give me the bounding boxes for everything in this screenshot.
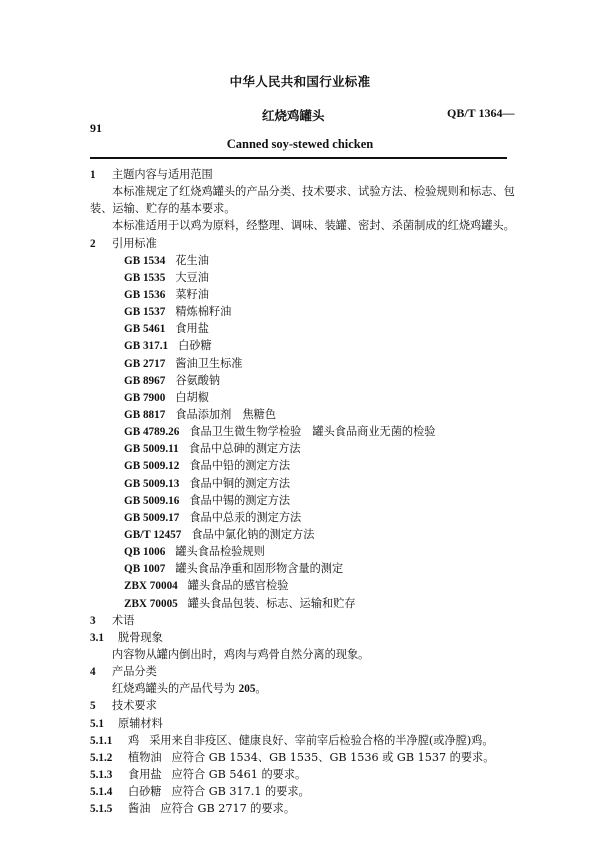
reference-name: 菜籽油: [175, 287, 209, 301]
paragraph: 内容物从罐内倒出时，鸡肉与鸡骨自然分离的现象。: [112, 647, 370, 661]
reference-name: 食品中总砷的测定方法: [188, 442, 301, 456]
section-title: 术语: [112, 613, 135, 627]
reference-item: [90, 406, 510, 423]
clause-text: 应符合 GB 1534、GB 1535、GB 1536 或 GB 1537 的要求。: [171, 750, 495, 764]
clause-text: 应符合 GB 5461 的要求。: [171, 767, 307, 781]
reference-code: GB 1537: [124, 306, 166, 319]
clause-name: 植物油: [128, 750, 162, 764]
reference-item: [90, 252, 510, 269]
reference-item: [90, 509, 510, 526]
reference-code: GB 5009.11: [124, 443, 179, 456]
reference-name: 食品中铜的测定方法: [189, 476, 291, 490]
section-title: 技术要求: [112, 699, 157, 713]
standard-code: QB/T 1364—: [447, 106, 515, 120]
reference-name: 白砂糖: [178, 339, 212, 353]
reference-item: [90, 577, 510, 594]
reference-name: 罐头食品包装、标志、运输和贮存: [187, 596, 356, 610]
subsection-number: 3.1: [90, 631, 104, 644]
section-4-heading: [90, 663, 510, 680]
section-number: 4: [90, 666, 96, 679]
subsection-number: 5.1: [90, 717, 104, 730]
reference-code: GB 1534: [124, 254, 166, 267]
reference-item: [90, 595, 510, 612]
reference-name: 食品中氯化钠的测定方法: [191, 527, 315, 541]
reference-item: [90, 423, 510, 440]
section-2-heading: [90, 235, 510, 252]
clause-item: [90, 749, 510, 766]
reference-item: [90, 355, 510, 372]
reference-item: [90, 320, 510, 337]
reference-code: GB/T 12457: [124, 528, 182, 541]
clause-text: 应符合 GB 317.1 的要求。: [171, 785, 310, 799]
reference-name: 精炼棉籽油: [175, 305, 232, 319]
reference-item: [90, 560, 510, 577]
standard-code-year: 91: [90, 121, 102, 135]
reference-item: [90, 303, 510, 320]
reference-name: 罐头食品净重和固形物含量的测定: [175, 562, 344, 576]
subsection-5-1-heading: [90, 715, 510, 732]
reference-name: 食品中锡的测定方法: [189, 493, 291, 507]
reference-code: GB 7900: [124, 391, 166, 404]
standard-type-heading: 中华人民共和国行业标准: [229, 74, 371, 89]
paragraph: 本标准规定了红烧鸡罐头的产品分类、技术要求、试验方法、检验规则和标志、包: [112, 185, 515, 199]
clause-number: 5.1.4: [90, 786, 113, 799]
reference-name: 白胡椒: [175, 390, 209, 404]
reference-code: QB 1007: [124, 563, 166, 576]
reference-code: GB 4789.26: [124, 426, 180, 439]
section-number: 5: [90, 700, 96, 713]
section-number: 3: [90, 614, 96, 627]
reference-name: 罐头食品检验规则: [175, 545, 265, 559]
clause-number: 5.1.1: [90, 734, 113, 747]
clause-item: [90, 732, 510, 749]
section-number: 1: [90, 169, 96, 181]
paragraph: [90, 680, 510, 697]
reference-item: [90, 492, 510, 509]
clause-item: [90, 766, 510, 783]
reference-name: 食品中总汞的测定方法: [189, 510, 302, 524]
reference-name: 食用盐: [175, 322, 209, 336]
reference-item: [90, 543, 510, 560]
text: 红烧鸡罐头的产品代号为: [112, 682, 239, 696]
reference-code: GB 5009.17: [124, 511, 180, 524]
document-title-cn: 红烧鸡罐头: [262, 108, 325, 123]
reference-name: 酱油卫生标准: [175, 356, 243, 370]
reference-item: [90, 389, 510, 406]
section-5-heading: [90, 697, 510, 714]
reference-code: GB 8817: [124, 408, 166, 421]
clause-name: 食用盐: [128, 767, 162, 781]
subsection-title: 原辅材料: [118, 716, 163, 730]
reference-code: GB 5009.16: [124, 494, 180, 507]
reference-code: GB 5461: [124, 323, 166, 336]
reference-name: 大豆油: [175, 270, 209, 284]
section-1-heading: [90, 166, 510, 183]
reference-code: GB 1535: [124, 271, 166, 284]
reference-code: GB 5009.13: [124, 477, 180, 490]
reference-code: GB 8967: [124, 374, 166, 387]
clause-text: 应符合 GB 2717 的要求。: [160, 802, 296, 816]
section-3-heading: [90, 612, 510, 629]
clause-name: 酱油: [128, 802, 151, 816]
reference-item: [90, 269, 510, 286]
section-title: 产品分类: [112, 665, 157, 679]
reference-item: [90, 526, 510, 543]
clause-item: [90, 783, 510, 800]
product-code: 205: [238, 683, 256, 696]
document-body: [90, 166, 515, 817]
paragraph: 本标准适用于以鸡为原料，经整理、调味、装罐、密封、杀菌制成的红烧鸡罐头。: [112, 219, 515, 233]
section-title: 主题内容与适用范围: [112, 168, 213, 181]
section-number: 2: [90, 237, 96, 250]
reference-name: 花生油: [175, 253, 209, 267]
clause-text: 采用来自非疫区、健康良好、宰前宰后检验合格的半净膛(或净膛)鸡。: [149, 733, 494, 747]
reference-code: GB 317.1: [124, 340, 169, 353]
reference-name: 食品添加剂 焦糖色: [175, 407, 277, 421]
reference-item: [90, 440, 510, 457]
reference-code: GB 1536: [124, 288, 166, 301]
reference-item: [90, 337, 510, 354]
paragraph-continuation: 装、运输、贮存的基本要求。: [90, 202, 236, 216]
reference-code: GB 5009.12: [124, 460, 180, 473]
reference-code: QB 1006: [124, 546, 166, 559]
document-title-en: Canned soy-stewed chicken: [226, 137, 374, 151]
reference-item: [90, 286, 510, 303]
text: 。: [255, 682, 267, 696]
subsection-3-1-heading: [90, 629, 510, 646]
reference-name: 食品中铅的测定方法: [189, 459, 291, 473]
reference-item: [90, 475, 510, 492]
clause-item: [90, 800, 510, 817]
reference-name: 罐头食品的感官检验: [187, 579, 289, 593]
reference-item: [90, 372, 510, 389]
reference-code: GB 2717: [124, 357, 166, 370]
reference-name: 谷氨酸钠: [175, 373, 221, 387]
reference-code: ZBX 70004: [124, 580, 178, 593]
subsection-title: 脱骨现象: [118, 630, 163, 644]
reference-code: ZBX 70005: [124, 597, 178, 610]
clause-number: 5.1.5: [90, 803, 113, 816]
clause-number: 5.1.3: [90, 768, 113, 781]
clause-number: 5.1.2: [90, 751, 113, 764]
section-title: 引用标准: [112, 236, 157, 250]
clause-name: 白砂糖: [128, 785, 162, 799]
clause-name: 鸡: [128, 733, 140, 747]
reference-name: 食品卫生微生物学检验 罐头食品商业无菌的检验: [189, 425, 436, 439]
reference-item: [90, 457, 510, 474]
header-divider: [90, 157, 507, 159]
